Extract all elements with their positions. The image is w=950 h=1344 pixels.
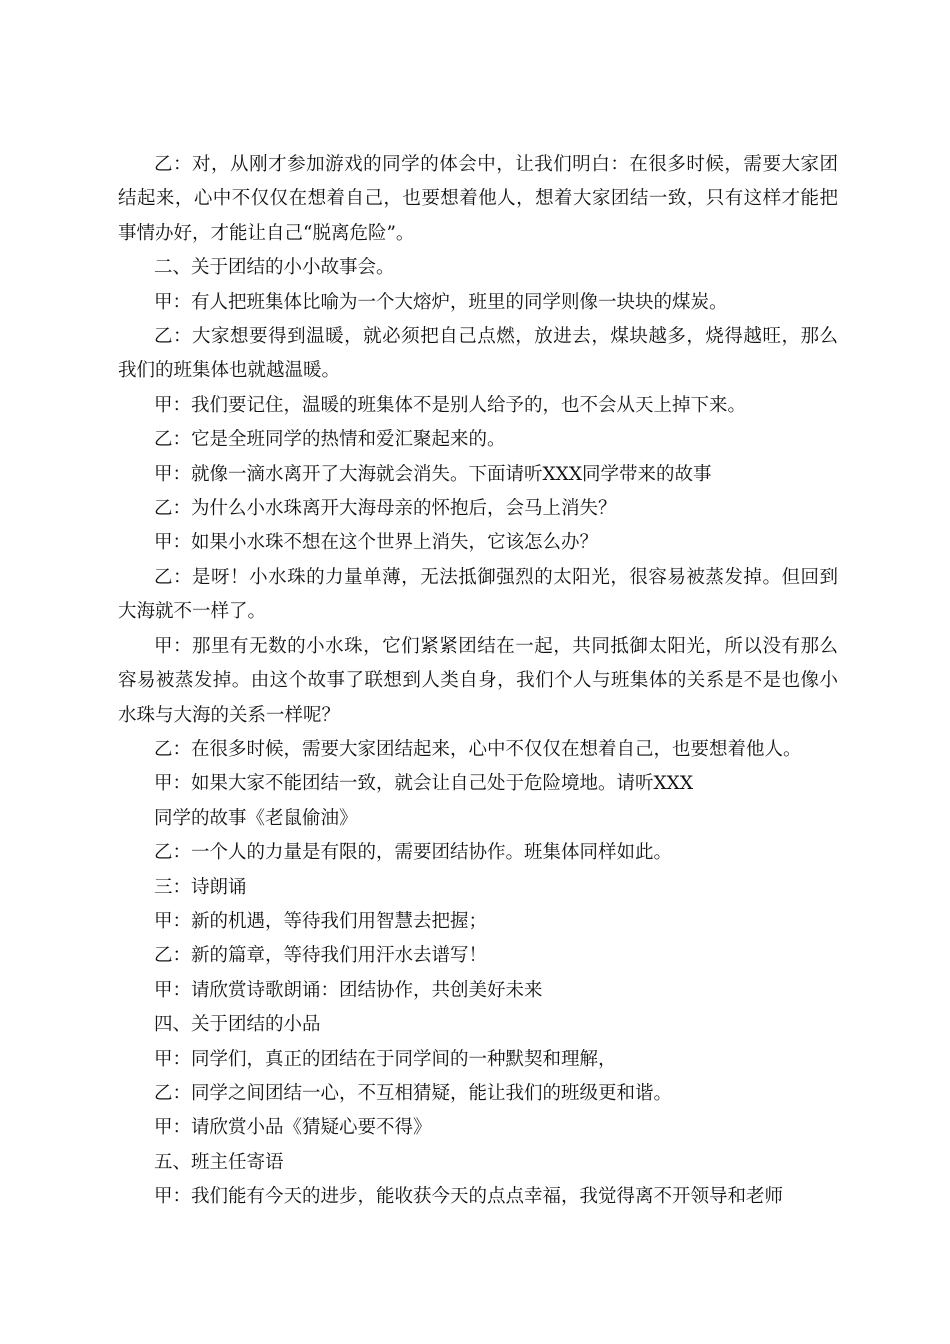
paragraph: 甲：新的机遇，等待我们用智慧去把握； xyxy=(154,910,488,932)
paragraph: 乙：是呀！小水珠的力量单薄，无法抵御强烈的太阳光，很容易被蒸发掉。但回到大海就不一样了。 xyxy=(118,566,838,623)
paragraph: 甲：请欣赏小品《猜疑心要不得》 xyxy=(154,1117,432,1139)
paragraph: 同学的故事《老鼠偷油》 xyxy=(154,807,358,829)
paragraph: 甲：我们要记住，温暖的班集体不是别人给予的，也不会从天上掉下来。 xyxy=(154,394,747,416)
paragraph: 甲：请欣赏诗歌朗诵：团结协作，共创美好未来 xyxy=(154,979,543,1001)
section-heading: 二、关于团结的小小故事会。 xyxy=(154,257,395,279)
section-heading: 五、班主任寄语 xyxy=(154,1151,284,1173)
paragraph: 乙：为什么小水珠离开大海母亲的怀抱后，会马上消失？ xyxy=(154,498,617,520)
paragraph: 乙：新的篇章，等待我们用汗水去谱写！ xyxy=(154,945,488,967)
paragraph: 甲：我们能有今天的进步，能收获今天的点点幸福，我觉得离不开领导和老师 xyxy=(154,1186,784,1208)
paragraph: 乙：对，从刚才参加游戏的同学的体会中，让我们明白：在很多时候，需要大家团结起来，心中不仅仅在想着自己，也要想着他人，想着大家团结一致，只有这样才能把事情办好，才能让自己“脱离危险”。 xyxy=(118,154,838,244)
paragraph: 甲：就像一滴水离开了大海就会消失。下面请听XXX同学带来的故事 xyxy=(154,463,712,485)
paragraph: 甲：如果大家不能团结一致，就会让自己处于危险境地。请听XXX xyxy=(154,773,694,795)
paragraph: 甲：有人把班集体比喻为一个大熔炉，班里的同学则像一块块的煤炭。 xyxy=(154,291,728,313)
paragraph: 甲：那里有无数的小水珠，它们紧紧团结在一起，共同抵御太阳光，所以没有那么容易被蒸发掉。由这个故事了联想到人类自身，我们个人与班集体的关系是不是也像小水珠与大海的关系一样呢？ xyxy=(118,635,838,726)
paragraph: 乙：一个人的力量是有限的，需要团结协作。班集体同样如此。 xyxy=(154,842,673,864)
paragraph: 甲：如果小水珠不想在这个世界上消失，它该怎么办？ xyxy=(154,532,599,554)
paragraph: 乙：在很多时候，需要大家团结起来，心中不仅仅在想着自己，也要想着他人。 xyxy=(154,738,802,760)
paragraph: 乙：同学之间团结一心，不互相猜疑，能让我们的班级更和谐。 xyxy=(154,1082,673,1104)
section-heading: 三：诗朗诵 xyxy=(154,876,247,898)
paragraph: 甲：同学们，真正的团结在于同学间的一种默契和理解， xyxy=(154,1048,617,1070)
paragraph: 乙：它是全班同学的热情和爱汇聚起来的。 xyxy=(154,429,506,451)
section-heading: 四、关于团结的小品 xyxy=(154,1014,321,1036)
document-body xyxy=(118,148,838,1215)
paragraph: 乙：大家想要得到温暖，就必须把自己点燃，放进去，煤块越多，烧得越旺，那么我们的班集体也就越温暖。 xyxy=(118,326,838,382)
